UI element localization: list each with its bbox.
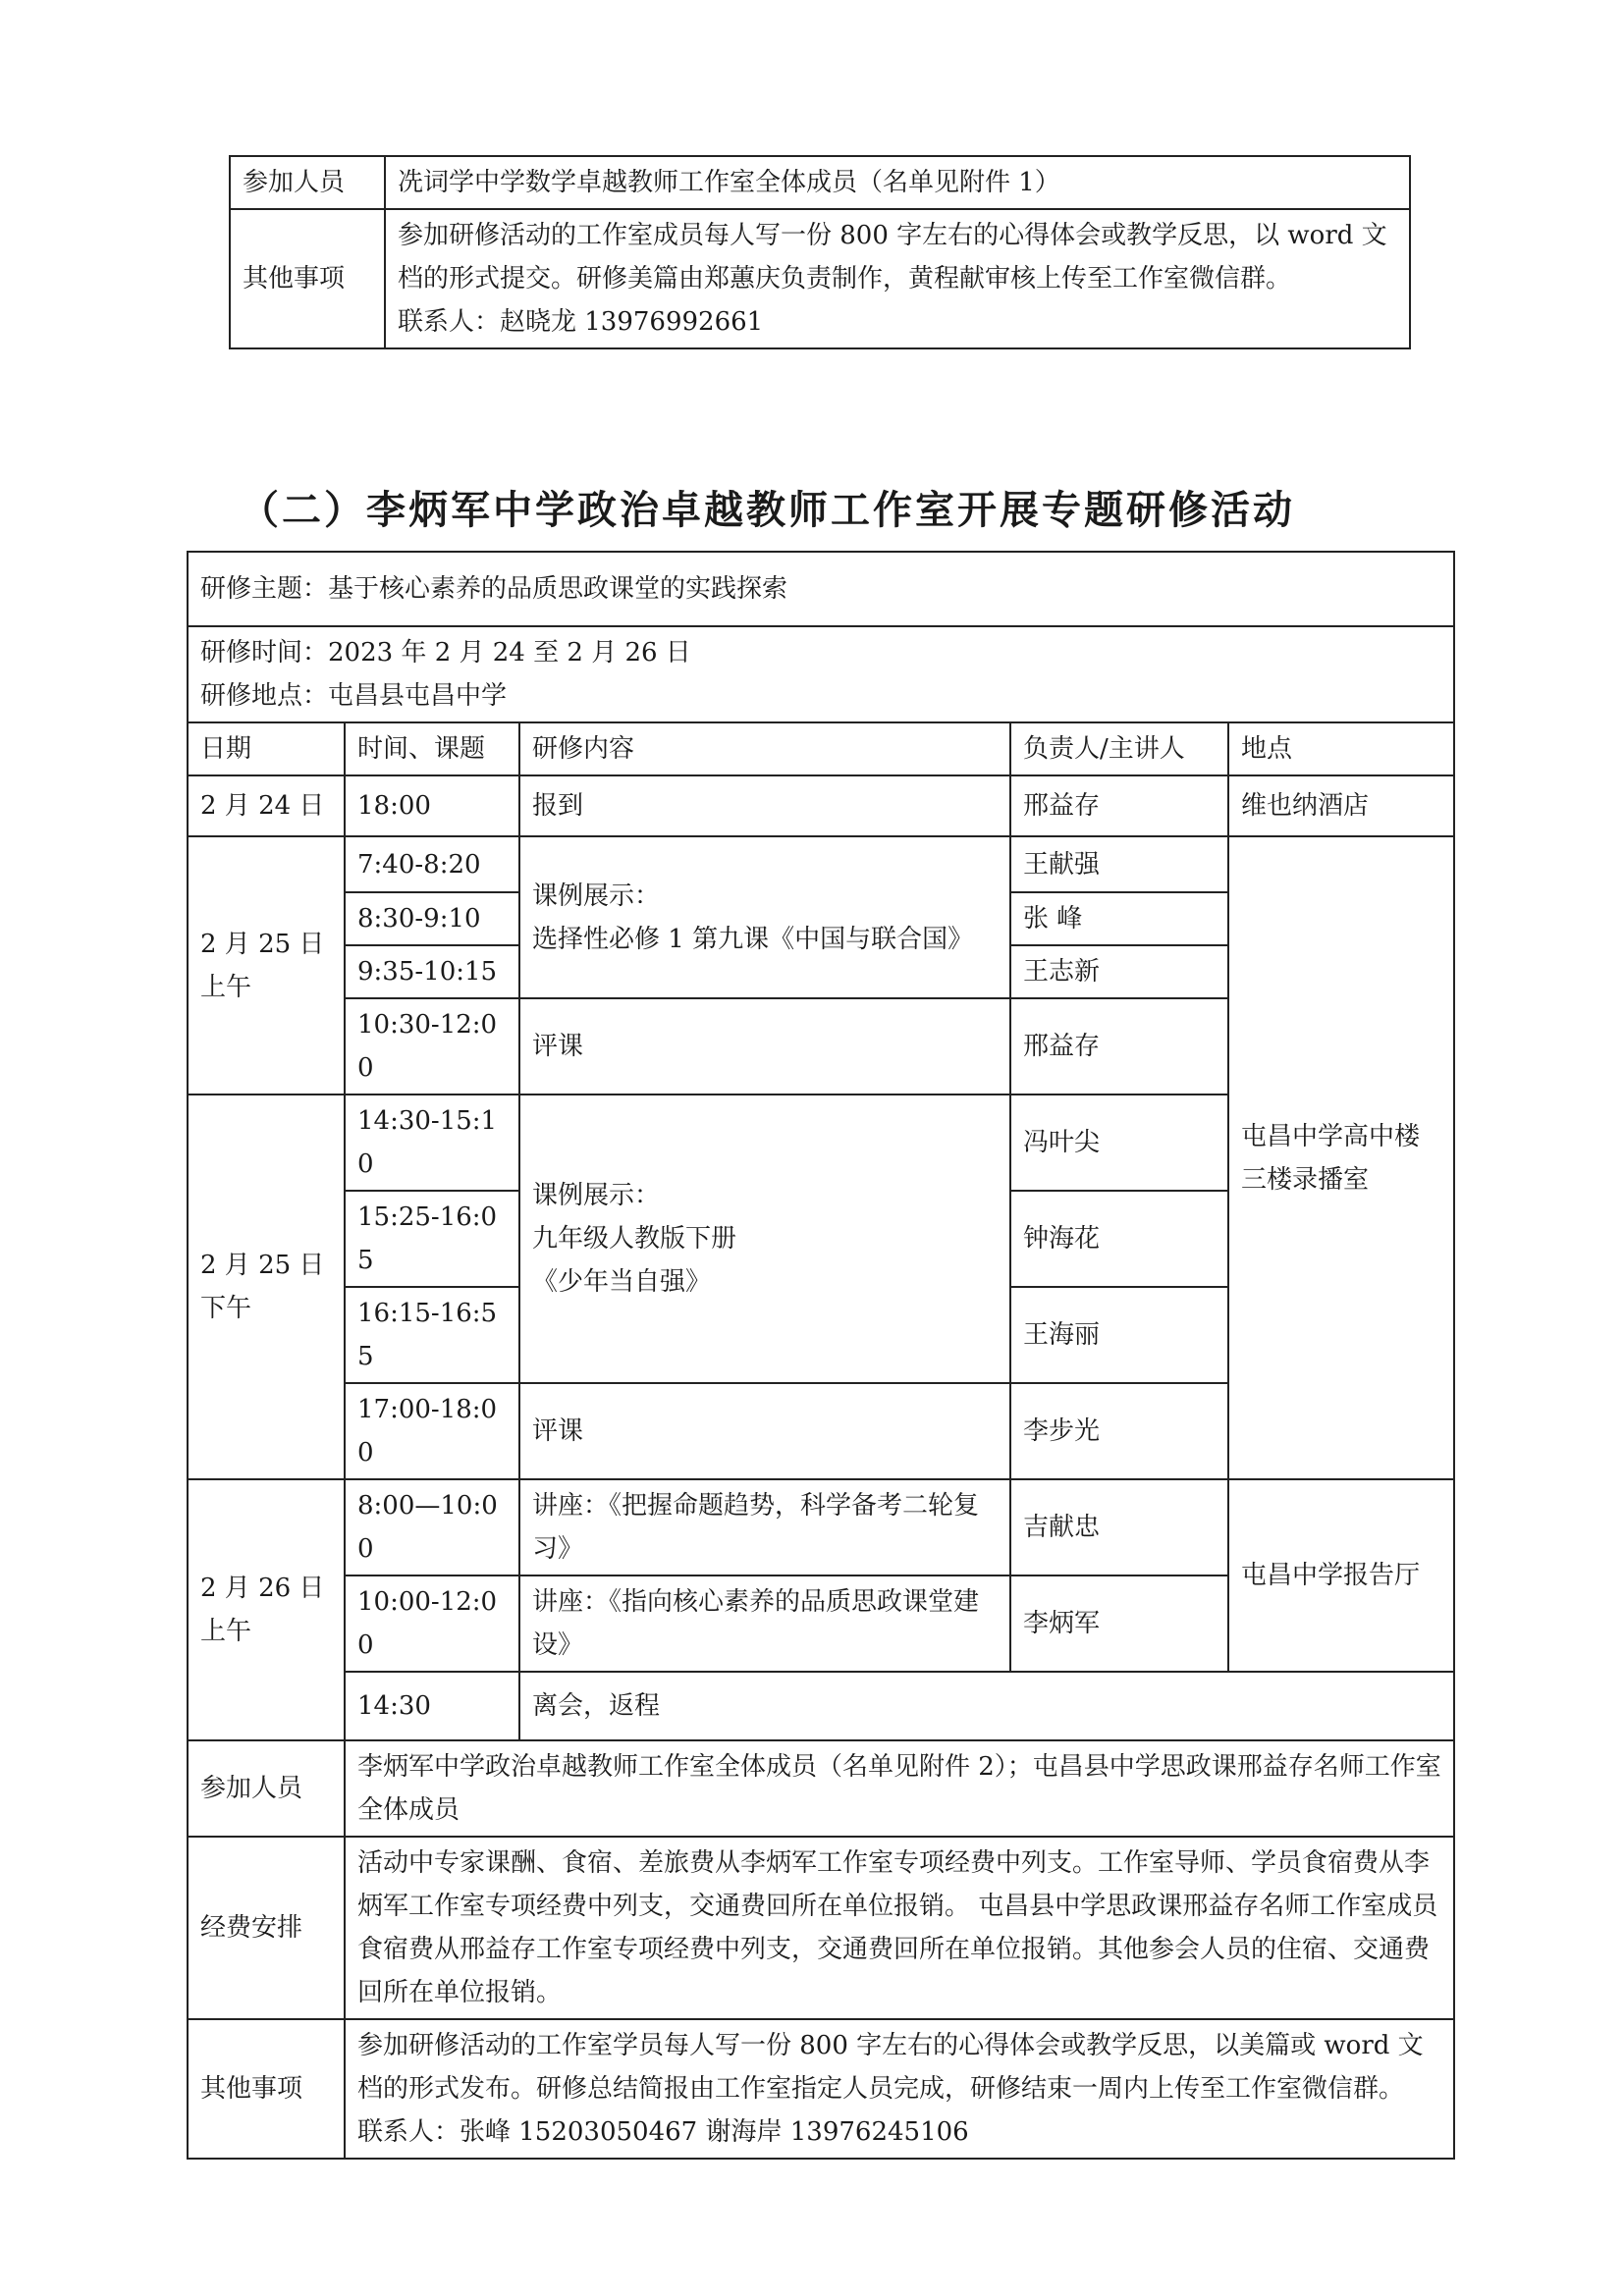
- time-place-cell: [188, 626, 1454, 722]
- table-row: [188, 775, 1454, 836]
- location-cell: [1228, 836, 1454, 1479]
- person-cell: 王海丽: [1010, 1287, 1228, 1383]
- content-cell: [519, 1095, 1010, 1383]
- table-row: [188, 836, 1454, 892]
- participants-label: 参加人员: [188, 1740, 345, 1837]
- content-line: 九年级人教版下册: [532, 1224, 737, 1254]
- person-cell: 邢益存: [1010, 998, 1228, 1095]
- top-info-table: [229, 155, 1411, 349]
- schedule-table: [187, 551, 1455, 2160]
- location-line: 三楼录播室: [1241, 1164, 1370, 1195]
- content-cell: 离会，返程: [519, 1672, 1454, 1740]
- person-cell: 钟海花: [1010, 1191, 1228, 1287]
- time-cell: 8:30-9:10: [345, 892, 519, 945]
- time-cell: 10:00-12:00: [345, 1575, 519, 1672]
- person-cell: 张 峰: [1010, 892, 1228, 945]
- other-items-text: 参加研修活动的工作室学员每人写一份 800 字左右的心得体会或教学反思，以美篇或 word 文档的形式发布。研修总结简报由工作室指定人员完成，研修结束一周内上传至工作室微信群。: [357, 2031, 1424, 2104]
- funding-label: 经费安排: [188, 1837, 345, 2019]
- person-cell: 邢益存: [1010, 775, 1228, 836]
- other-items-value: [385, 209, 1410, 348]
- study-time: 研修时间：2023 年 2 月 24 至 2 月 26 日: [200, 638, 691, 667]
- person-cell: 冯叶尖: [1010, 1095, 1228, 1191]
- header-location: 地点: [1228, 722, 1454, 775]
- funding-value: 活动中专家课酬、食宿、差旅费从李炳军工作室专项经费中列支。工作室导师、学员食宿费从李炳军工作室专项经费中列支，交通费回所在单位报销。 屯昌县中学思政课邢益存名师工作室成员食宿费从邢益存工作室专项经费中列支，交通费回所在单位报销。其他参会人员的住宿、交通费回所在单位报销。: [345, 1837, 1454, 2019]
- date-cell: [188, 1095, 345, 1479]
- header-time: 时间、课题: [345, 722, 519, 775]
- content-detail: 选择性必修 1 第九课《中国与联合国》: [532, 924, 974, 954]
- content-cell: 讲座：《指向核心素养的品质思政课堂建设》: [519, 1575, 1010, 1672]
- other-items-label: 其他事项: [188, 2019, 345, 2159]
- header-date: 日期: [188, 722, 345, 775]
- content-title: 课例展示：: [532, 881, 661, 911]
- table-row: [188, 1740, 1454, 1837]
- period-text: 上午: [200, 1617, 252, 1646]
- time-cell: 9:35-10:15: [345, 945, 519, 998]
- content-cell: 评课: [519, 998, 1010, 1095]
- content-cell: [519, 836, 1010, 998]
- location-cell: 维也纳酒店: [1228, 775, 1454, 836]
- time-cell: 15:25-16:05: [345, 1191, 519, 1287]
- date-text: 2 月 26 日: [200, 1574, 325, 1603]
- period-text: 下午: [200, 1294, 252, 1323]
- table-row: [188, 2019, 1454, 2159]
- table-row: [230, 156, 1410, 209]
- content-cell: 报到: [519, 775, 1010, 836]
- table-row: [188, 626, 1454, 722]
- table-row: [188, 552, 1454, 626]
- time-cell: 8:00—10:00: [345, 1479, 519, 1575]
- time-cell: 10:30-12:00: [345, 998, 519, 1095]
- table-row: [188, 1837, 1454, 2019]
- location-line: 屯昌中学高中楼: [1241, 1121, 1421, 1151]
- content-line: 课例展示：: [532, 1181, 661, 1210]
- time-cell: 7:40-8:20: [345, 836, 519, 892]
- time-cell: 16:15-16:55: [345, 1287, 519, 1383]
- other-items-value: [345, 2019, 1454, 2159]
- table-row: [230, 209, 1410, 348]
- section-title: （二）李炳军中学政治卓越教师工作室开展专题研修活动: [240, 488, 1295, 533]
- date-cell: [188, 836, 345, 1095]
- theme-cell: 研修主题：基于核心素养的品质思政课堂的实践探索: [188, 552, 1454, 626]
- other-items-label: 其他事项: [230, 209, 385, 348]
- table-header-row: [188, 722, 1454, 775]
- person-cell: 吉献忠: [1010, 1479, 1228, 1575]
- person-cell: 李炳军: [1010, 1575, 1228, 1672]
- participants-label: 参加人员: [230, 156, 385, 209]
- time-cell: 14:30-15:10: [345, 1095, 519, 1191]
- time-cell: 14:30: [345, 1672, 519, 1740]
- contact-line: 联系人：赵晓龙 13976992661: [398, 307, 764, 337]
- location-cell: 屯昌中学报告厅: [1228, 1479, 1454, 1672]
- time-cell: 17:00-18:00: [345, 1383, 519, 1479]
- content-cell: 讲座：《把握命题趋势，科学备考二轮复习》: [519, 1479, 1010, 1575]
- header-person: 负责人/主讲人: [1010, 722, 1228, 775]
- participants-value: 冼词学中学数学卓越教师工作室全体成员（名单见附件 1）: [385, 156, 1410, 209]
- date-text: 2 月 25 日: [200, 929, 325, 959]
- date-text: 2 月 25 日: [200, 1251, 325, 1280]
- table-row: [188, 1672, 1454, 1740]
- study-place: 研修地点：屯昌县屯昌中学: [200, 681, 508, 711]
- participants-value: 李炳军中学政治卓越教师工作室全体成员（名单见附件 2）；屯昌县中学思政课邢益存名师工作室全体成员: [345, 1740, 1454, 1837]
- contact-line: 联系人：张峰 15203050467 谢海岸 13976245106: [357, 2117, 969, 2147]
- table-row: [188, 1479, 1454, 1575]
- person-cell: 李步光: [1010, 1383, 1228, 1479]
- content-cell: 评课: [519, 1383, 1010, 1479]
- person-cell: 王献强: [1010, 836, 1228, 892]
- content-line: 《少年当自强》: [532, 1267, 712, 1297]
- date-cell: [188, 1479, 345, 1740]
- date-cell: 2 月 24 日: [188, 775, 345, 836]
- period-text: 上午: [200, 972, 252, 1002]
- time-cell: 18:00: [345, 775, 519, 836]
- header-content: 研修内容: [519, 722, 1010, 775]
- person-cell: 王志新: [1010, 945, 1228, 998]
- other-items-text: 参加研修活动的工作室成员每人写一份 800 字左右的心得体会或教学反思，以 word 文档的形式提交。研修美篇由郑蕙庆负责制作，黄程献审核上传至工作室微信群。: [398, 221, 1387, 294]
